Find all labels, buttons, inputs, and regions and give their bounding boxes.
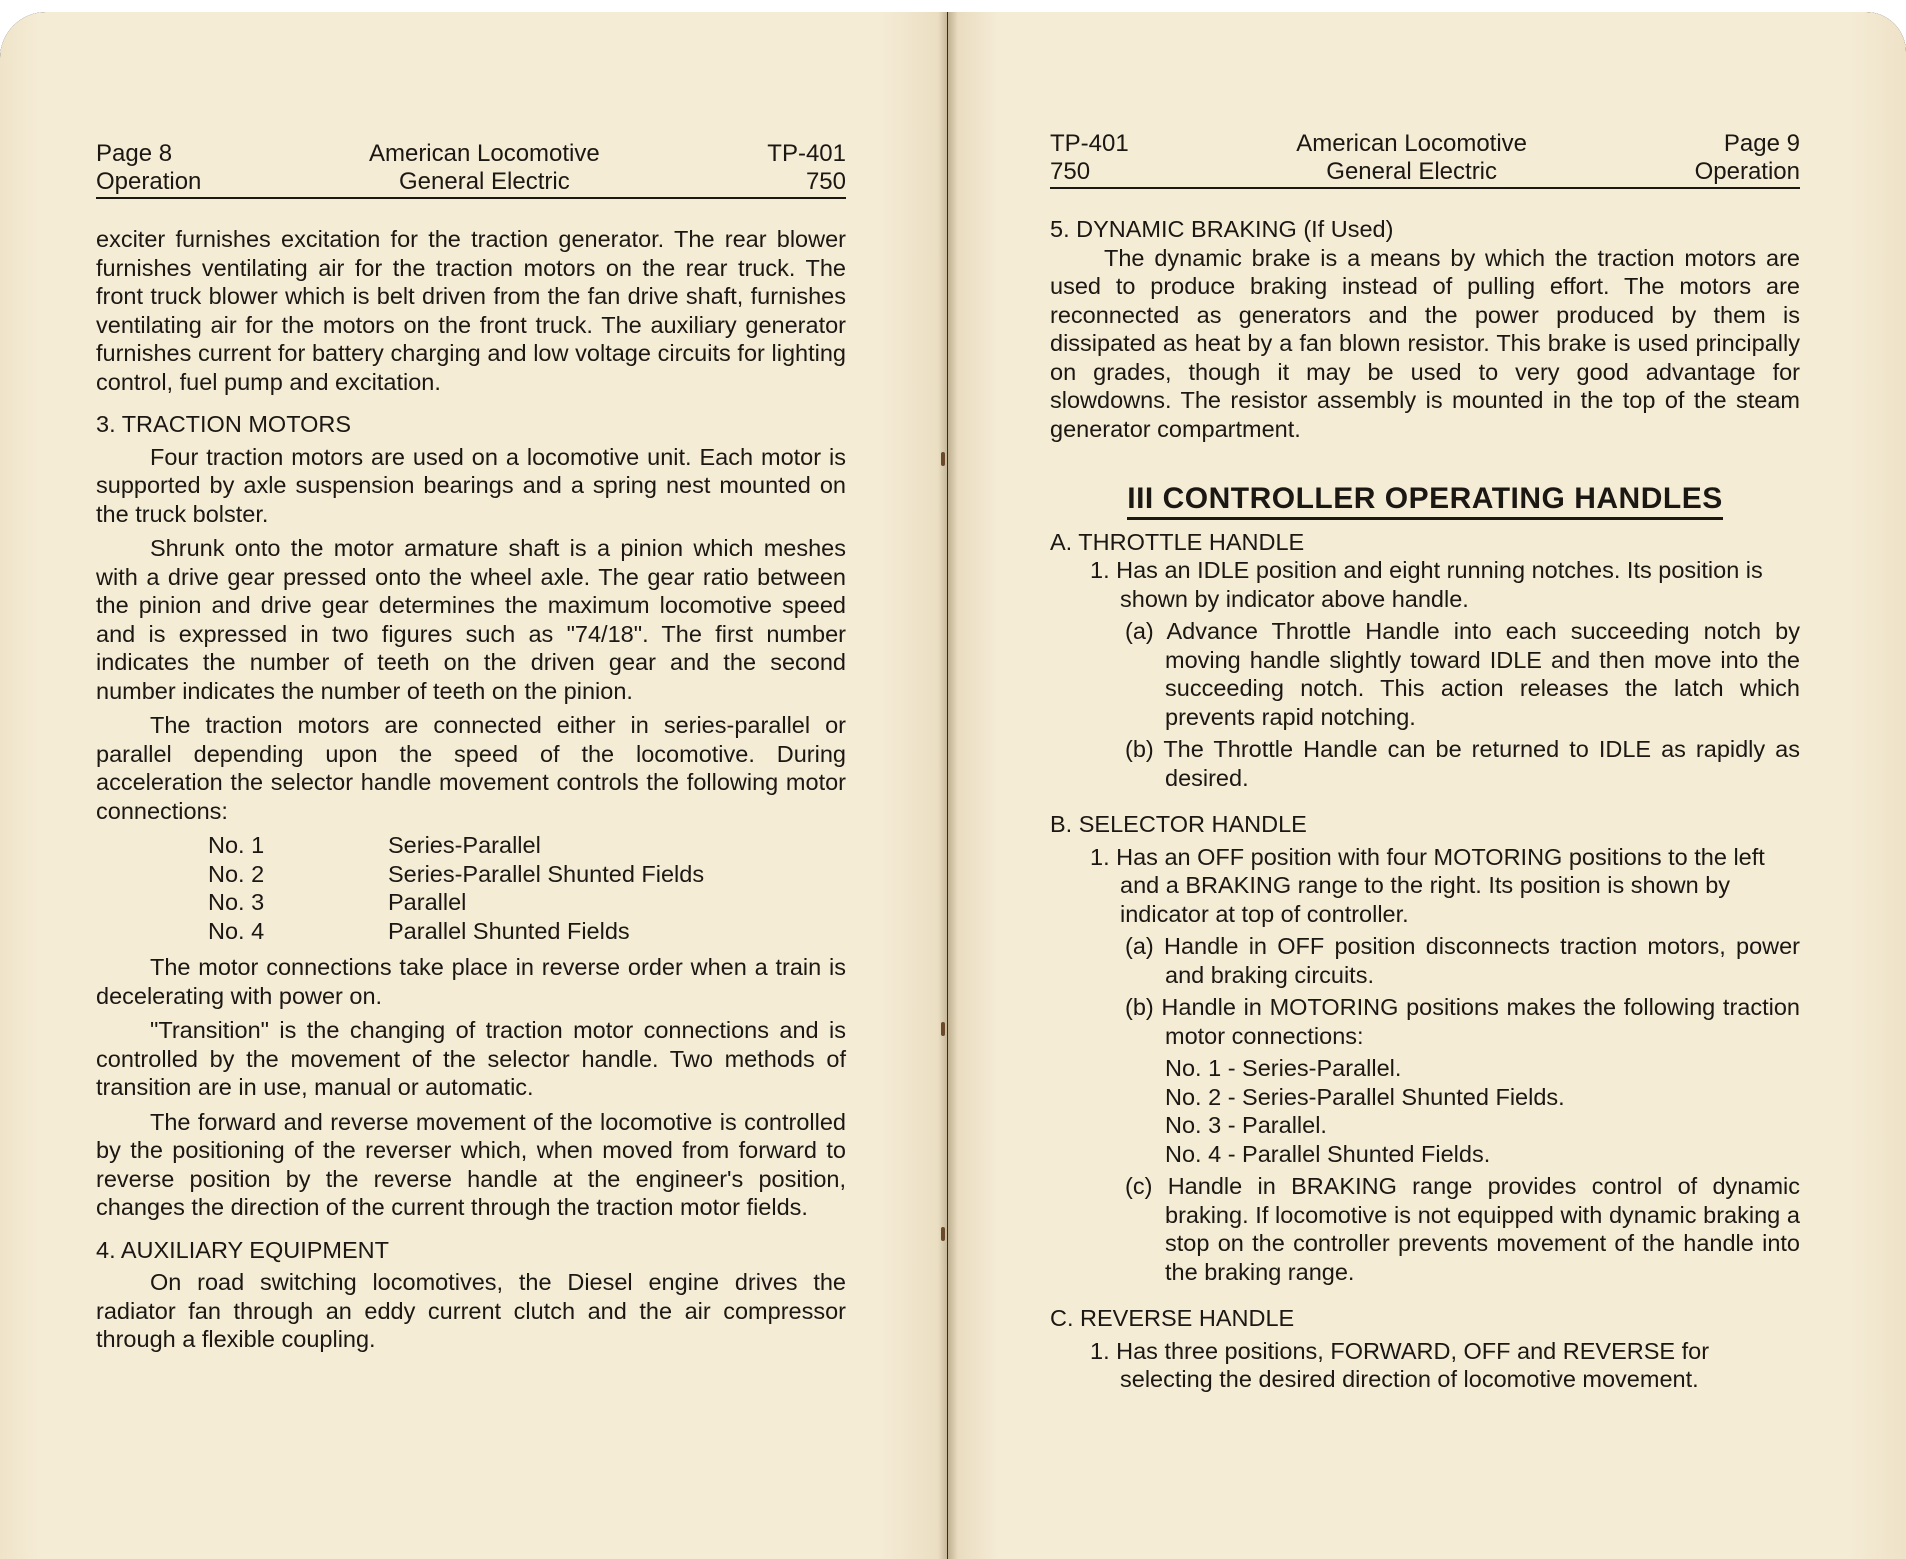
binding-stitch: [941, 1227, 945, 1241]
connection-line: No. 4 - Parallel Shunted Fields.: [1165, 1140, 1491, 1167]
paragraph: The motor connections take place in reverse order when a train is decelerating with power on.: [96, 954, 846, 1009]
chapter-title-text: III CONTROLLER OPERATING HANDLES: [1127, 482, 1722, 520]
company-line-1: American Locomotive: [1296, 130, 1528, 157]
right-page-header: [1050, 130, 1800, 189]
connection-number: No. 4: [208, 917, 265, 944]
section-heading: 5. DYNAMIC BRAKING (If Used): [1050, 216, 1394, 242]
paragraph: The forward and reverse movement of the locomotive is controlled by the positioning of the reverser which, when moved from forward to reverse position by the reverse handle at the engineer's position, changes the direction of the current through the traction motor fields.: [96, 1108, 846, 1220]
right-header-doc: [1050, 130, 1129, 186]
binding-stitch: [941, 452, 945, 466]
left-page-header: [96, 140, 846, 199]
left-page-content: [96, 140, 846, 1360]
open-booklet: [0, 12, 1906, 1559]
left-page: [0, 12, 947, 1559]
list-item: 1. Has an IDLE position and eight running notches. Its position is shown by indicator above handle.: [1090, 557, 1763, 612]
list-subitem: (b) Handle in MOTORING positions makes the following traction motor connections:: [1125, 994, 1800, 1049]
section-label: Operation: [96, 168, 202, 195]
motor-connection-list: [208, 831, 846, 945]
paragraph: Four traction motors are used on a locomotive unit. Each motor is supported by axle suspension bearings and a spring nest mounted on the truck bolster.: [96, 443, 846, 527]
company-line-1: American Locomotive: [368, 140, 600, 167]
chapter-title: [1050, 482, 1800, 515]
connection-desc: Parallel Shunted Fields: [388, 917, 630, 944]
connection-number: No. 3: [208, 889, 265, 915]
right-header-company: [1296, 130, 1527, 186]
list-subitem: (c) Handle in BRAKING range provides control of dynamic braking. If locomotive is not equipped with dynamic braking a stop on the controller prevents movement of the handle into the braking range.: [1125, 1173, 1800, 1285]
list-subitem: (b) The Throttle Handle can be returned to IDLE as rapidly as desired.: [1125, 736, 1800, 791]
right-header-page: [1695, 130, 1800, 186]
list-subitem: (a) Handle in OFF position disconnects traction motors, power and braking circuits.: [1125, 933, 1800, 988]
company-line-2: General Electric: [398, 168, 570, 195]
connection-line: No. 2 - Series-Parallel Shunted Fields.: [1165, 1083, 1565, 1110]
paragraph: Shrunk onto the motor armature shaft is a pinion which meshes with a drive gear pressed onto the wheel axle. The gear ratio between the pinion and drive gear determines the maximum locomotive speed and is expressed in two figures such as "74/18". The first number indicates the number of teeth on the driven gear and the second number indicates the number of teeth on the pinion.: [96, 535, 846, 704]
book-spine: [938, 12, 958, 1559]
model-number: 750: [1050, 158, 1091, 185]
doc-number: TP-401: [767, 140, 846, 167]
paragraph: The traction motors are connected either in series-parallel or parallel depending upon the speed of the locomotive. During acceleration the selector handle movement controls the following motor connections:: [96, 712, 846, 824]
connection-number: No. 1: [208, 832, 265, 858]
binding-stitch: [941, 1022, 945, 1036]
section-heading: 3. TRACTION MOTORS: [96, 411, 352, 437]
subsection-heading: B. SELECTOR HANDLE: [1050, 811, 1307, 837]
list-item: 1. Has an OFF position with four MOTORING positions to the left and a BRAKING range to the right. Its position is shown by indicator at top of controller.: [1090, 843, 1765, 927]
left-header-doc: [767, 140, 846, 196]
company-line-2: General Electric: [1326, 158, 1498, 185]
paragraph: The dynamic brake is a means by which the traction motors are used to produce braking instead of pulling effort. The motors are reconnected as generators and the power produced by them is dissipated as heat by a fan blown resistor. This brake is used principally on grades, though it may be used to very good advantage for slowdowns. The resistor assembly is mounted in the top of the steam generator compartment.: [1050, 244, 1800, 442]
connection-line: No. 1 - Series-Parallel.: [1165, 1055, 1402, 1081]
left-header-page: [96, 140, 201, 196]
intro-paragraph: exciter furnishes excitation for the traction generator. The rear blower furnishes ventilating air for the traction motors on the rear truck. The front truck blower which is belt driven from the fan drive shaft, furnishes ventilating air for the motors on the front truck. The auxiliary generator furnishes current for battery charging and low voltage circuits for lighting control, fuel pump and excitation.: [96, 226, 846, 395]
section-label: Operation: [1694, 158, 1800, 185]
connection-line: No. 3 - Parallel.: [1165, 1112, 1327, 1138]
paragraph: "Transition" is the changing of traction motor connections and is controlled by the movement of the selector handle. Two methods of transition are in use, manual or automatic.: [96, 1017, 846, 1100]
connection-desc: Series-Parallel: [388, 832, 541, 858]
list-subitem: (a) Advance Throttle Handle into each succeeding notch by moving handle slightly toward IDLE and then move into the succeeding notch. This action releases the latch which prevents rapid notching.: [1125, 618, 1800, 730]
left-header-company: [369, 140, 600, 196]
model-number: 750: [805, 168, 846, 195]
subsection-heading: C. REVERSE HANDLE: [1050, 1305, 1295, 1331]
right-page-content: [1050, 130, 1800, 1398]
page-number: Page 9: [1723, 130, 1800, 157]
section-heading: 4. AUXILIARY EQUIPMENT: [96, 1236, 389, 1263]
subsection-heading: A. THROTTLE HANDLE: [1050, 528, 1305, 555]
page-number: Page 8: [96, 140, 173, 167]
connection-desc: Parallel: [388, 889, 467, 915]
connection-number: No. 2: [208, 860, 265, 887]
connection-desc: Series-Parallel Shunted Fields: [388, 860, 705, 887]
list-item: 1. Has three positions, FORWARD, OFF and REVERSE for selecting the desired direction of locomotive movement.: [1090, 1337, 1710, 1392]
paragraph: On road switching locomotives, the Diesel engine drives the radiator fan through an eddy current clutch and the air compressor through a flexible coupling.: [96, 1269, 846, 1352]
doc-number: TP-401: [1050, 130, 1129, 157]
right-page: [948, 12, 1906, 1559]
